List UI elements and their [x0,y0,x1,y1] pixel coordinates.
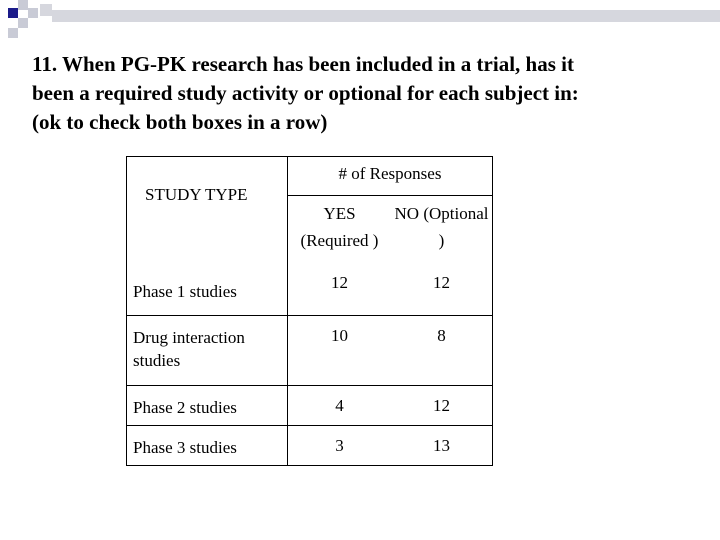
question-text: 11. When PG-PK research has been included in a trial, has it been a required study activity or optional for each subject in: (ok to check both boxes in a row) [32,52,579,134]
row-label: Phase 3 studies [127,425,288,465]
phase1-yes-cell [288,273,392,316]
responses-header: # of Responses [338,164,442,183]
row-no-value: 8 [391,315,493,385]
yes-header [288,196,392,273]
row-yes-value: 4 [288,385,392,425]
no-header-label: NO (Optional ) [394,204,489,250]
row-label: Drug interaction studies [127,315,288,385]
row-yes-value: 3 [288,425,392,465]
yes-header-label: YES (Required ) [300,204,379,250]
phase1-label: Phase 1 studies [133,282,237,301]
table-row [127,385,493,425]
table-row [127,425,493,465]
row-no-value: 13 [391,425,493,465]
no-header [391,196,493,273]
responses-table [126,156,493,466]
row-label: Phase 2 studies [127,385,288,425]
row-yes-value: 10 [288,315,392,385]
phase1-yes-value: 12 [331,272,348,292]
phase1-no-cell [391,273,493,316]
row-no-value: 12 [391,385,493,425]
responses-header-cell [288,157,493,196]
phase1-no-value: 12 [433,272,450,292]
corner-decoration [0,0,720,40]
table-row [127,315,493,385]
study-type-header: STUDY TYPE [145,185,248,204]
